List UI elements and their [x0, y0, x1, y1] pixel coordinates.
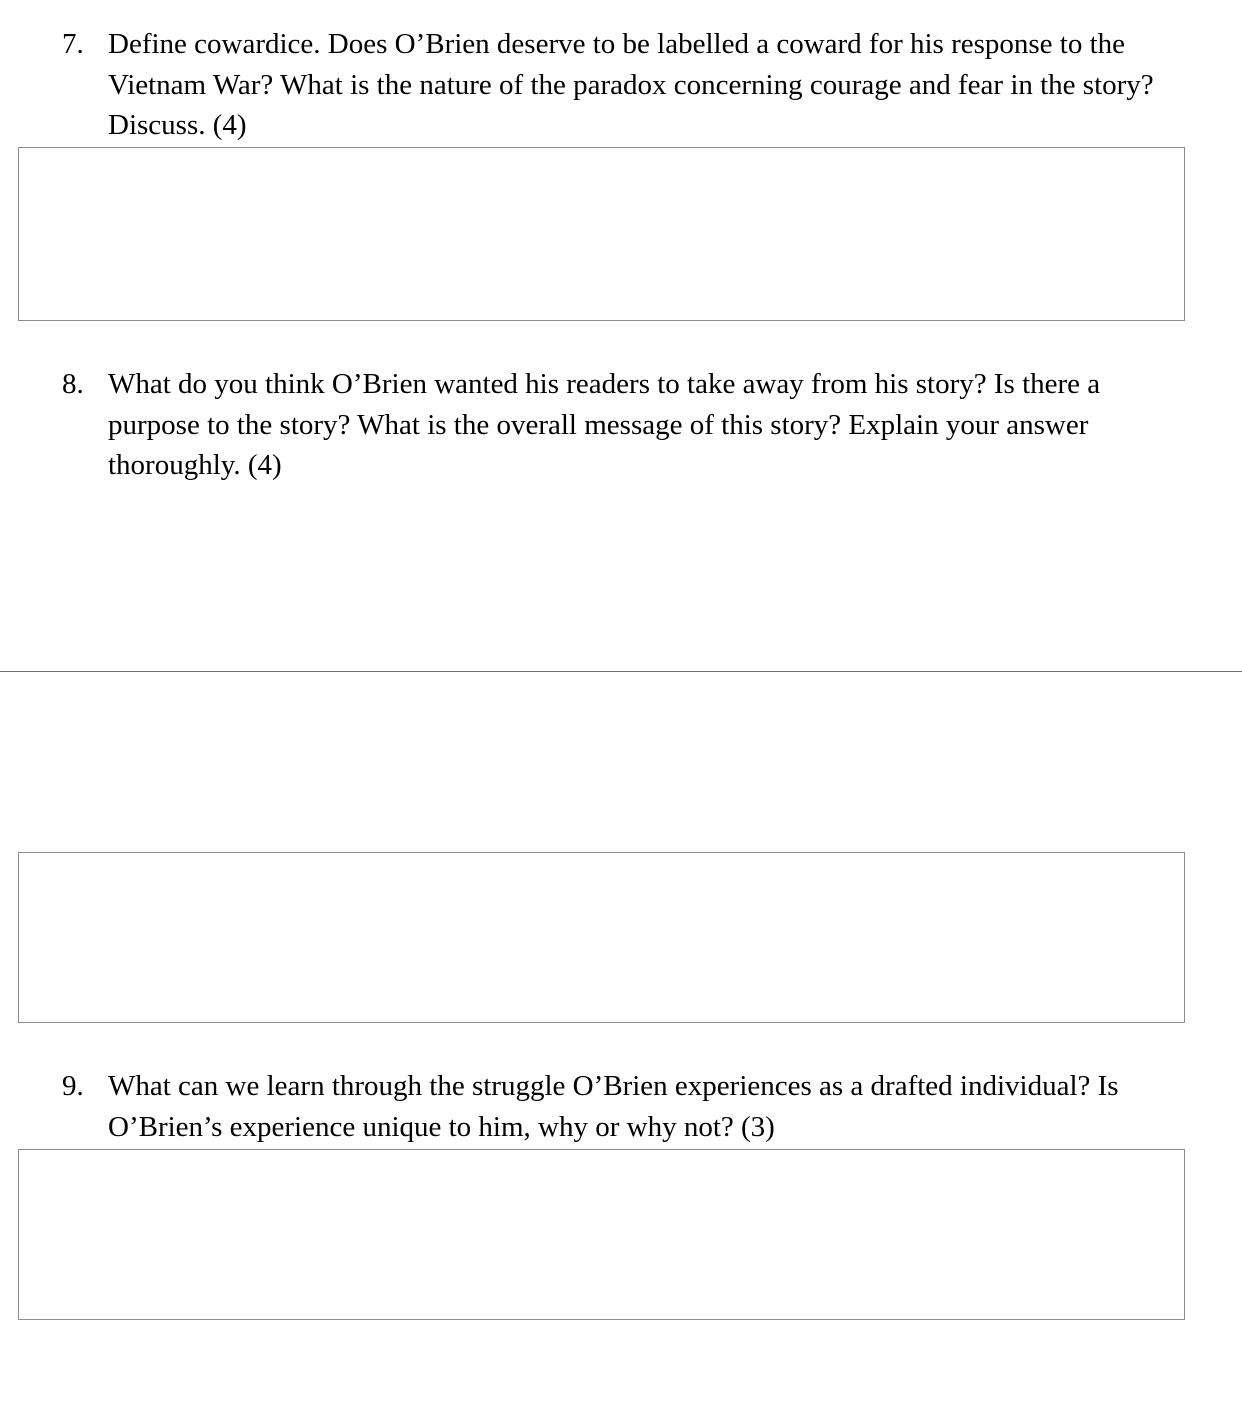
- question-text: What do you think O’Brien wanted his readers to take away from his story? Is there a purpose to the story? What is the overall message of this story? Explain your answer thoroughly. (4): [108, 368, 1101, 481]
- question-number: 9.: [62, 1070, 84, 1102]
- answer-box-7[interactable]: [18, 147, 1185, 321]
- answer-box-8[interactable]: [18, 852, 1185, 1023]
- answer-box-9[interactable]: [18, 1149, 1185, 1320]
- page-break-divider: [0, 671, 1242, 672]
- question-text: Define cowardice. Does O’Brien deserve to be labelled a coward for his response to the Vietnam War? What is the nature of the paradox concerning courage and fear in the story? Discuss. (4): [108, 28, 1154, 141]
- question-number: 8.: [62, 368, 84, 400]
- question-number: 7.: [62, 28, 84, 60]
- question-7: [62, 24, 1182, 146]
- question-9: [62, 1066, 1182, 1147]
- question-8: [62, 364, 1182, 486]
- question-text: What can we learn through the struggle O’Brien experiences as a drafted individual? Is O’Brien’s experience unique to him, why or why not? (3): [108, 1070, 1119, 1143]
